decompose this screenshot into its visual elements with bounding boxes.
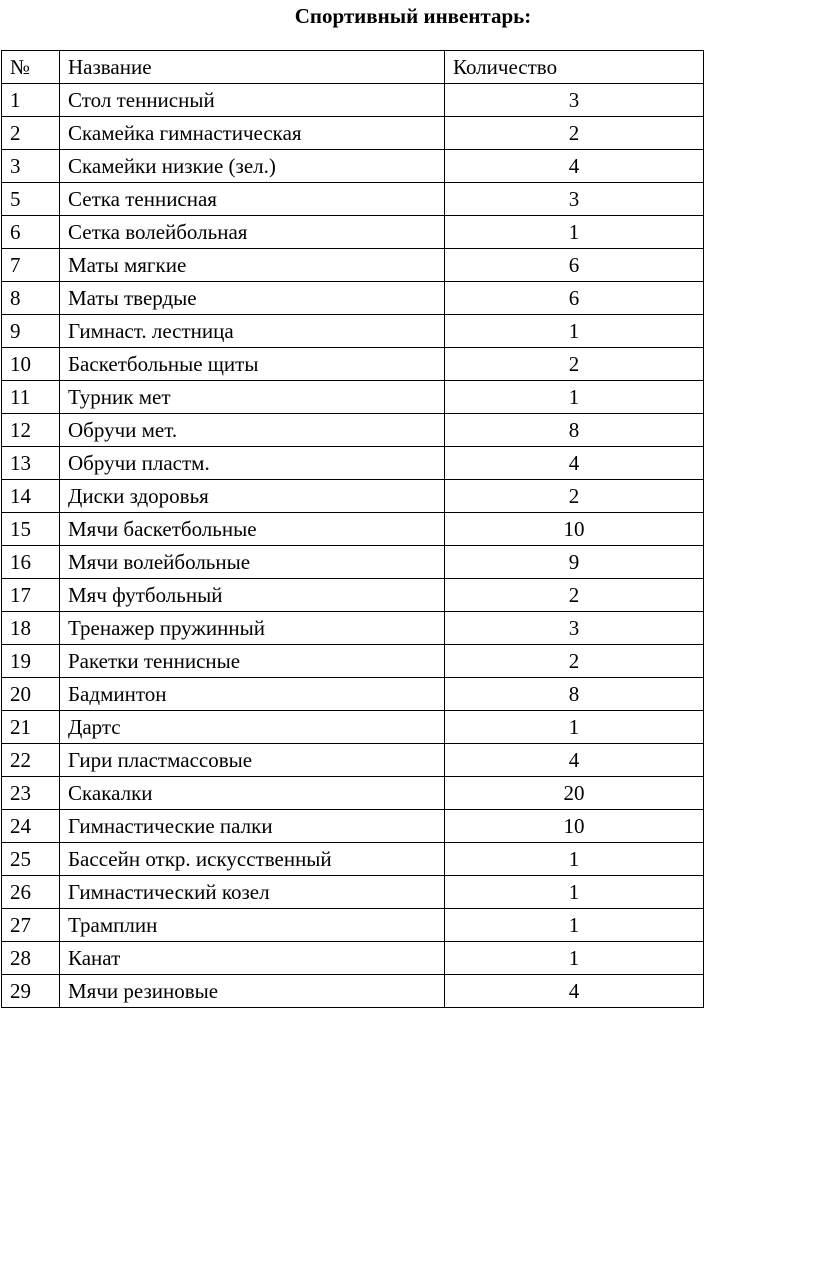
item-quantity: 2 (445, 645, 704, 678)
item-name: Маты мягкие (60, 249, 445, 282)
row-number: 2 (2, 117, 60, 150)
row-number: 3 (2, 150, 60, 183)
row-number: 10 (2, 348, 60, 381)
document-title: Спортивный инвентарь: (294, 4, 532, 28)
row-number: 23 (2, 777, 60, 810)
item-quantity: 4 (445, 744, 704, 777)
table-row (2, 810, 704, 843)
table-header-row (2, 51, 704, 84)
item-name: Бассейн откр. искусственный (60, 843, 445, 876)
table-row (2, 942, 704, 975)
item-name: Обручи пластм. (60, 447, 445, 480)
item-name: Обручи мет. (60, 414, 445, 447)
table-row (2, 117, 704, 150)
item-name: Бадминтон (60, 678, 445, 711)
item-name: Маты твердые (60, 282, 445, 315)
table-row (2, 348, 704, 381)
row-number: 14 (2, 480, 60, 513)
item-quantity: 2 (445, 579, 704, 612)
item-name: Скакалки (60, 777, 445, 810)
row-number: 1 (2, 84, 60, 117)
item-quantity: 6 (445, 282, 704, 315)
row-number: 21 (2, 711, 60, 744)
row-number: 6 (2, 216, 60, 249)
row-number: 8 (2, 282, 60, 315)
table-row (2, 777, 704, 810)
item-quantity: 1 (445, 843, 704, 876)
row-number: 5 (2, 183, 60, 216)
table-row (2, 513, 704, 546)
item-name: Стол теннисный (60, 84, 445, 117)
table-row (2, 216, 704, 249)
row-number: 19 (2, 645, 60, 678)
item-name: Мячи резиновые (60, 975, 445, 1008)
row-number: 15 (2, 513, 60, 546)
item-quantity: 1 (445, 216, 704, 249)
item-name: Дартс (60, 711, 445, 744)
item-name: Скамейки низкие (зел.) (60, 150, 445, 183)
row-number: 22 (2, 744, 60, 777)
row-number: 11 (2, 381, 60, 414)
item-name: Мячи волейбольные (60, 546, 445, 579)
item-name: Сетка волейбольная (60, 216, 445, 249)
row-number: 17 (2, 579, 60, 612)
item-name: Гимнастический козел (60, 876, 445, 909)
table-row (2, 876, 704, 909)
row-number: 9 (2, 315, 60, 348)
item-name: Гири пластмассовые (60, 744, 445, 777)
item-name: Мяч футбольный (60, 579, 445, 612)
item-quantity: 9 (445, 546, 704, 579)
item-name: Мячи баскетбольные (60, 513, 445, 546)
row-number: 20 (2, 678, 60, 711)
table-row (2, 249, 704, 282)
row-number: 25 (2, 843, 60, 876)
item-quantity: 3 (445, 183, 704, 216)
table-row (2, 579, 704, 612)
table-row (2, 84, 704, 117)
item-quantity: 8 (445, 414, 704, 447)
table-row (2, 315, 704, 348)
item-quantity: 2 (445, 480, 704, 513)
header-name: Название (60, 51, 445, 84)
item-name: Тренажер пружинный (60, 612, 445, 645)
header-quantity: Количество (445, 51, 704, 84)
inventory-table-body (2, 51, 704, 1008)
row-number: 13 (2, 447, 60, 480)
item-quantity: 20 (445, 777, 704, 810)
item-quantity: 2 (445, 117, 704, 150)
row-number: 29 (2, 975, 60, 1008)
inventory-table (1, 50, 704, 1008)
row-number: 12 (2, 414, 60, 447)
item-quantity: 1 (445, 942, 704, 975)
table-row (2, 975, 704, 1008)
row-number: 28 (2, 942, 60, 975)
table-row (2, 546, 704, 579)
table-row (2, 744, 704, 777)
item-name: Баскетбольные щиты (60, 348, 445, 381)
item-quantity: 10 (445, 513, 704, 546)
item-quantity: 8 (445, 678, 704, 711)
item-name: Скамейка гимнастическая (60, 117, 445, 150)
table-row (2, 183, 704, 216)
table-row (2, 711, 704, 744)
table-row (2, 645, 704, 678)
header-number: № (2, 51, 60, 84)
item-quantity: 1 (445, 711, 704, 744)
item-name: Сетка теннисная (60, 183, 445, 216)
row-number: 18 (2, 612, 60, 645)
item-quantity: 1 (445, 381, 704, 414)
item-quantity: 1 (445, 909, 704, 942)
table-row (2, 414, 704, 447)
item-quantity: 6 (445, 249, 704, 282)
table-row (2, 150, 704, 183)
item-quantity: 3 (445, 612, 704, 645)
item-name: Турник мет (60, 381, 445, 414)
item-quantity: 2 (445, 348, 704, 381)
row-number: 24 (2, 810, 60, 843)
table-row (2, 612, 704, 645)
item-quantity: 3 (445, 84, 704, 117)
row-number: 16 (2, 546, 60, 579)
item-name: Канат (60, 942, 445, 975)
row-number: 7 (2, 249, 60, 282)
table-row (2, 909, 704, 942)
table-row (2, 282, 704, 315)
item-quantity: 1 (445, 315, 704, 348)
row-number: 26 (2, 876, 60, 909)
table-row (2, 843, 704, 876)
table-row (2, 381, 704, 414)
item-quantity: 4 (445, 150, 704, 183)
row-number: 27 (2, 909, 60, 942)
table-row (2, 678, 704, 711)
item-name: Гимнастические палки (60, 810, 445, 843)
table-row (2, 480, 704, 513)
item-quantity: 1 (445, 876, 704, 909)
item-quantity: 4 (445, 975, 704, 1008)
item-name: Диски здоровья (60, 480, 445, 513)
item-name: Ракетки теннисные (60, 645, 445, 678)
item-name: Трамплин (60, 909, 445, 942)
item-name: Гимнаст. лестница (60, 315, 445, 348)
item-quantity: 4 (445, 447, 704, 480)
table-row (2, 447, 704, 480)
item-quantity: 10 (445, 810, 704, 843)
